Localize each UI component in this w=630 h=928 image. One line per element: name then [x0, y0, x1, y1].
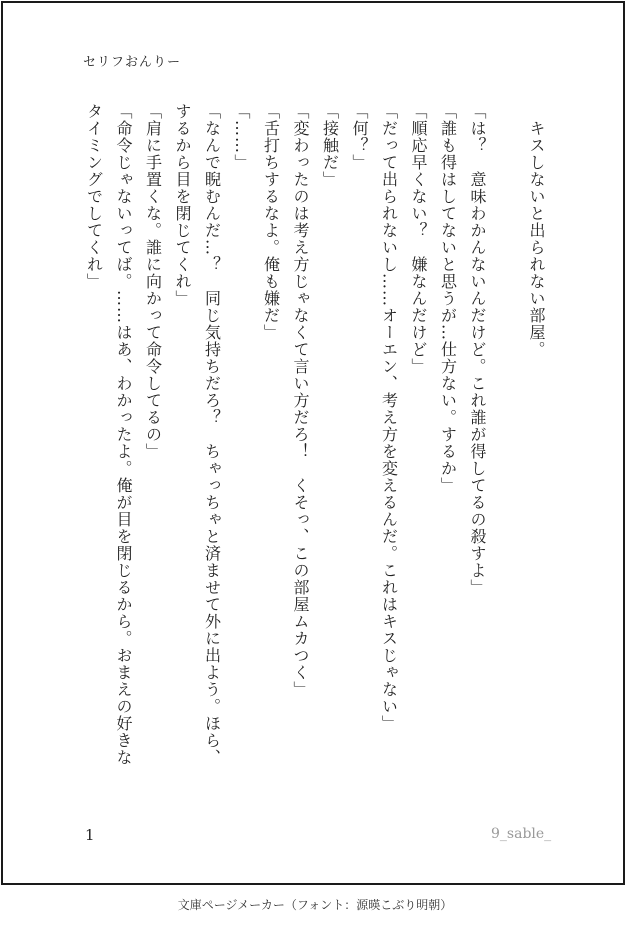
- page-number: 1: [85, 826, 95, 844]
- text-line: 「肩に手置くな。誰に向かって命令してるの」: [143, 103, 163, 460]
- text-line: 「誰も得はしてないと思うが…仕方ない。するか」: [438, 103, 458, 494]
- text-line: キスしないと出られない部屋。: [527, 103, 546, 358]
- text-line: するから目を閉じてくれ」: [173, 103, 192, 307]
- text-line: 「命令じゃないってば。……はあ、わかったよ。俺が目を閉じるから。おまえの好きな: [114, 103, 133, 766]
- author-handle: 9_sable_: [491, 826, 552, 842]
- header-title: セリフおんりー: [83, 55, 182, 70]
- text-line: 「順応早くない？ 嫌なんだけど」: [409, 103, 428, 375]
- text-line: 「なんで睨むんだ…？ 同じ気持ちだろ？ ちゃっちゃと済ませて外に出よう。ほら、: [202, 103, 222, 766]
- body-text: [73, 103, 551, 793]
- page-frame: [1, 1, 625, 885]
- text-line: タイミングでしてくれ」: [84, 103, 104, 290]
- text-line: 「舌打ちするなよ。俺も嫌だ」: [261, 103, 281, 341]
- footer-credit: 文庫ページメーカー（フォント：源暎こぶり明朝）: [177, 898, 453, 912]
- text-line: 「接触だ」: [320, 103, 340, 188]
- text-line: 「……」: [232, 103, 251, 171]
- text-line: 「何？」: [350, 103, 369, 171]
- text-line: 「変わったのは考え方じゃなくて言い方だろ！ くそっ、この部屋ムカつく」: [291, 103, 310, 698]
- text-line: 「は？ 意味わかんないんだけど。これ誰が得してるの殺すよ」: [468, 103, 487, 596]
- text-line: [492, 103, 522, 793]
- text-line: 「だって出られないし……オーエン、考え方を変えるんだ。これはキスじゃない」: [379, 103, 399, 732]
